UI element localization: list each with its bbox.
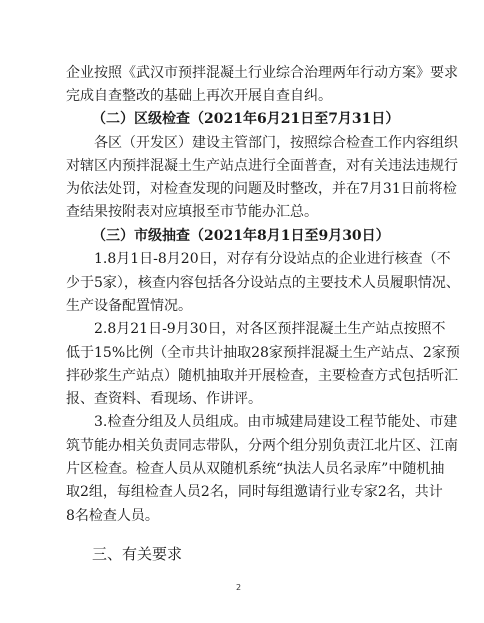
section-heading-city-spot-check: （三）市级抽查（2021年8月1日至9月30日） [92, 228, 390, 244]
body-text-line: 3.检查分组及人员组成。由市城建局建设工程节能处、市建 [94, 414, 458, 430]
section-heading-requirements: 三、有关要求 [92, 545, 183, 563]
body-text-line: 报、查资料、看现场、作讲评。 [66, 391, 262, 407]
body-text-line: 2.8月21日-9月30日，对各区预拌混凝土生产站点按照不 [94, 321, 446, 337]
page-number: 2 [236, 583, 242, 592]
body-text-line: 低于15%比例（全市共计抽取28家预拌混凝土生产站点、2家预 [66, 345, 460, 361]
body-text-line: 8名检查人员。 [66, 508, 159, 524]
body-text-line: 生产设备配置情况。 [66, 298, 192, 314]
body-text-line: 取2组，每组检查人员2名，同时每组邀请行业专家2名，共计 [66, 484, 443, 500]
body-text-line: 查结果按附表对应填报至市节能办汇总。 [66, 204, 318, 220]
body-text-line: 各区（开发区）建设主管部门，按照综合检查工作内容组织 [94, 135, 458, 151]
body-text-line: 片区检查。检查人员从双随机系统“执法人员名录库”中随机抽 [66, 461, 445, 477]
body-text-line: 完成自查整改的基础上再次开展自查自纠。 [66, 88, 332, 104]
body-text-line: 拌砂浆生产站点）随机抽取并开展检查，主要检查方式包括听汇 [66, 368, 458, 384]
section-heading-district-check: （二）区级检查（2021年6月21日至7月31日） [92, 111, 400, 127]
body-text-line: 筑节能办相关负责同志带队，分两个组分别负责江北片区、江南 [66, 438, 458, 454]
body-text-line: 少于5家），核查内容包括各分设站点的主要技术人员履职情况、 [66, 275, 460, 291]
body-text-line: 对辖区内预拌混凝土生产站点进行全面普查，对有关违法违规行 [66, 158, 458, 174]
body-text-line: 1.8月1日-8月20日，对存有分设站点的企业进行核查（不 [94, 251, 451, 267]
body-text-line: 企业按照《武汉市预拌混凝土行业综合治理两年行动方案》要求 [66, 65, 458, 81]
body-text-line: 为依法处罚，对检查发现的问题及时整改，并在7月31日前将检 [66, 181, 457, 197]
